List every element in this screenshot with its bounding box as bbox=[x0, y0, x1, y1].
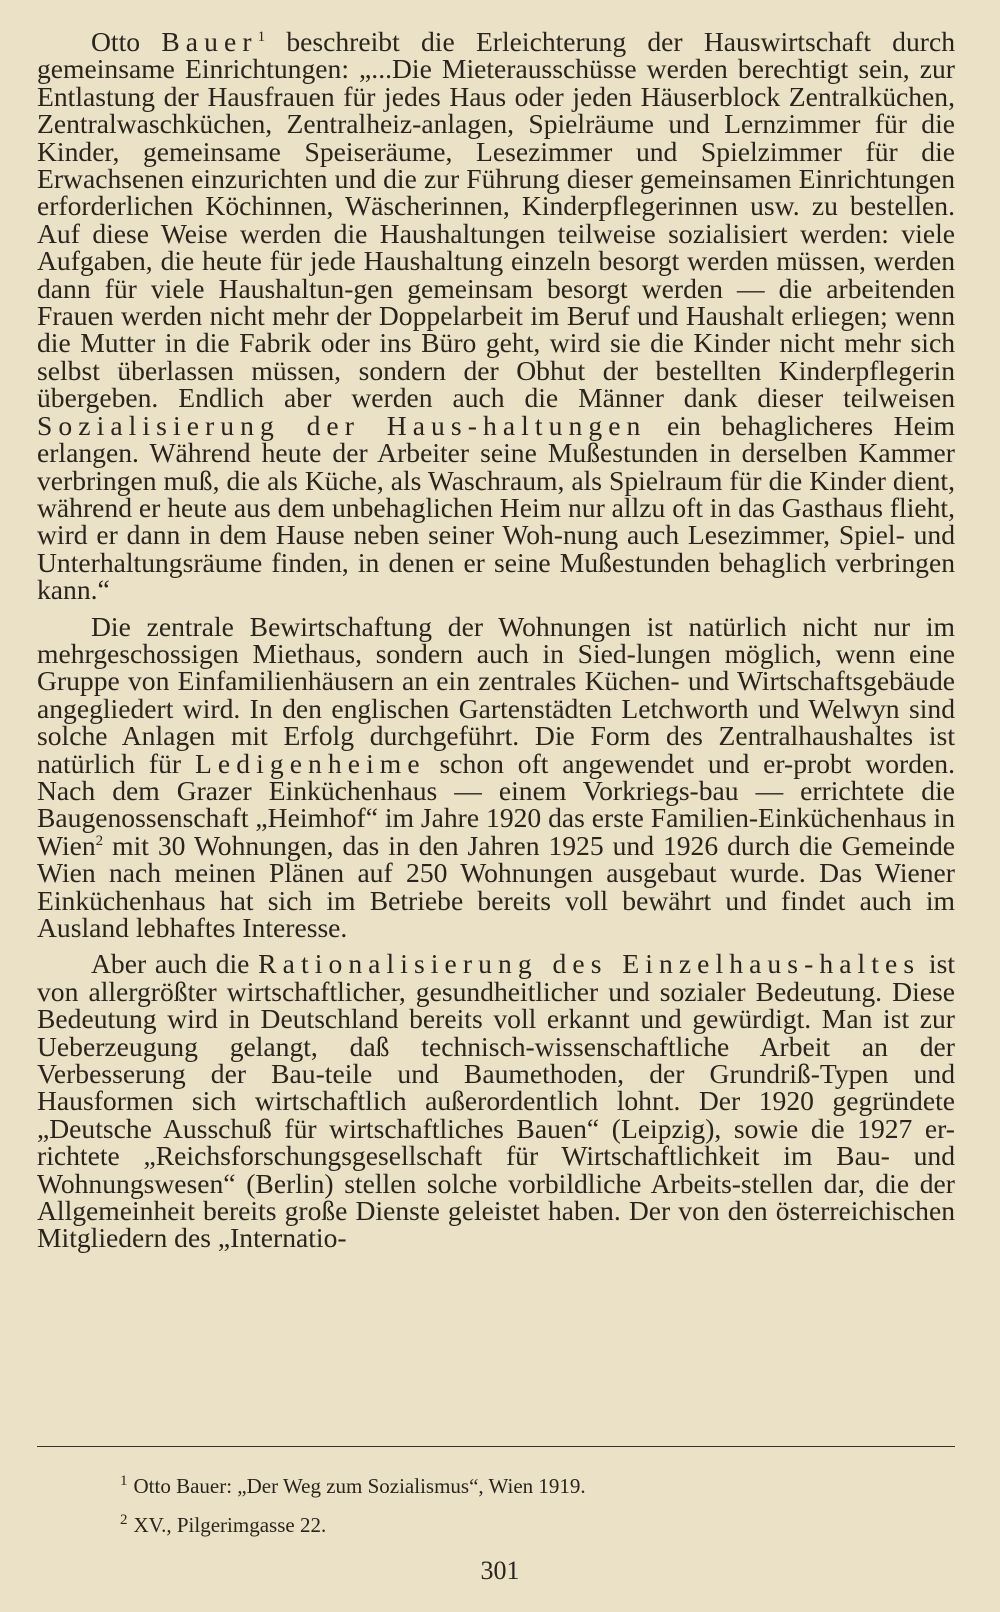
footnote-text: Otto Bauer: „Der Weg zum Sozialismus“, Wien 1919. bbox=[133, 1474, 586, 1498]
author-name-spaced: Bauer bbox=[161, 26, 258, 57]
page-number: 301 bbox=[480, 1556, 520, 1585]
paragraph-3 bbox=[37, 948, 955, 1254]
paragraph-2 bbox=[37, 610, 956, 943]
footnote-ref-2: 2 bbox=[95, 832, 104, 849]
p2-text-b: schon oft angewendet und er-probt worden. Nach dem Grazer Einküchenhaus — einem Vorkriegs-bau — errichtete die Baugenossenschaft „Heimhof“ im Jahre 1920 das erste Familien-Einküchenhaus in Wien bbox=[37, 747, 956, 861]
footnote-1 bbox=[120, 1464, 950, 1503]
paragraph-1 bbox=[37, 28, 955, 604]
p2-text-c: mit 30 Wohnungen, das in den Jahren 1925 und 1926 durch die Gemeinde Wien nach meinen Plänen auf 250 Wohnungen ausgebaut wurde. Das Wiener Einküchenhaus hat sich im Betriebe bereits voll bewährt und findet auch im Ausland lebhaftes Interesse. bbox=[37, 829, 955, 943]
footnotes bbox=[120, 1464, 950, 1542]
p3-text-b: ist von allergrößter wirtschaftlicher, gesundheitlicher und sozialer Bedeutung. Diese Bedeutung wird in Deutschland bereits voll erkannt und gewürdigt. Man ist zur Ueberzeugung gelangt, daß technisch-wissenschaftliche Arbeit an der Verbesserung der Bau-teile und Baumethoden, der Grundriß-Typen und Hausformen sich wirtschaftlich außerordentlich lohnt. Der 1920 gegründete „Deutsche Ausschuß für wirtschaftliches Bauen“ (Leipzig), sowie die 1927 er-richtete „Reichsforschungsgesellschaft für Wirtschaftlichkeit im Bau- und Wohnungswesen“ (Berlin) stellen solche vorbildliche Arbeits-stellen dar, die der Allgemeinheit bereits große Dienste geleistet haben. Der von den österreichischen Mitgliedern des „Internatio- bbox=[37, 948, 955, 1254]
footnote-text: XV., Pilgerimgasse 22. bbox=[133, 1513, 327, 1537]
p1-emphasis: Sozialisierung der Haus-haltungen bbox=[37, 409, 647, 441]
footnote-divider bbox=[37, 1446, 955, 1447]
p1-text-c: ein behaglicheres Heim erlangen. Während heute der Arbeiter seine Mußestunden in derselben Kammer verbringen muß, die als Küche, als Waschraum, als Spielraum für die Kinder dient, während er heute aus dem unbehaglichen Heim nur allzu oft in das Gasthaus flieht, wird er dann in dem Hause neben seiner Woh-nung auch Lesezimmer, Spiel- und Unterhaltungsräume finden, in denen er seine Mußestunden behaglich verbringen kann.“ bbox=[37, 409, 955, 606]
footnote-number: 1 bbox=[120, 1473, 128, 1489]
p1-text-b: beschreibt die Erleichterung der Hauswirtschaft durch gemeinsame Einrichtungen: „...Die Mieterausschüsse werden berechtigt sein, zur Entlastung der Hausfrauen für jedes Haus oder jeden Häuserblock Zentralküchen, Zentralwaschküchen, Zentralheiz-anlagen, Spielräume und Lernzimmer für die Kinder, gemeinsame Speiseräume, Lesezimmer und Spielzimmer für die Erwachsenen einzurichten und die zur Führung dieser gemeinsamen Einrichtungen erforderlichen Köchinnen, Wäscherinnen, Kinderpflegerinnen usw. zu bestellen. Auf diese Weise werden die Haushaltungen teilweise sozialisiert werden: viele Aufgaben, die heute für jede Haushaltung einzeln besorgt werden müssen, werden dann für viele Haushaltun-gen gemeinsam besorgt werden — die arbeitenden Frauen werden nicht mehr der Doppelarbeit im Beruf und Haushalt erliegen; wenn die Mutter in die Fabrik oder ins Büro geht, wird sie die Kinder nicht mehr sich selbst überlassen müssen, sondern der Obhut der bestellten Kinderpflegerin übergeben. Endlich aber werden auch die Männer dank dieser teilweisen bbox=[37, 26, 955, 414]
p2-emphasis: Ledigenheime bbox=[194, 747, 426, 779]
page-body bbox=[37, 28, 955, 1252]
p3-emphasis: Rationalisierung des Einzelhaus-haltes bbox=[258, 948, 921, 980]
footnote-number: 2 bbox=[120, 1512, 128, 1528]
footnote-ref-1: 1 bbox=[257, 28, 266, 45]
p3-text-a: Aber auch die bbox=[91, 948, 259, 980]
p1-text-a: Otto bbox=[91, 26, 162, 57]
p2-text-a: Die zentrale Bewirtschaftung der Wohnungen ist natürlich nicht nur im mehrgeschossigen Miethaus, sondern auch in Sied-lungen möglich, wenn eine Gruppe von Einfamilienhäusern an ein zentrales Küchen- und Wirtschaftsgebäude angegliedert wird. In den englischen Gartenstädten Letchworth und Welwyn sind solche Anlagen mit Erfolg durchgeführt. Die Form des Zentralhaushaltes ist natürlich für bbox=[37, 610, 955, 779]
footnote-2 bbox=[120, 1503, 950, 1542]
